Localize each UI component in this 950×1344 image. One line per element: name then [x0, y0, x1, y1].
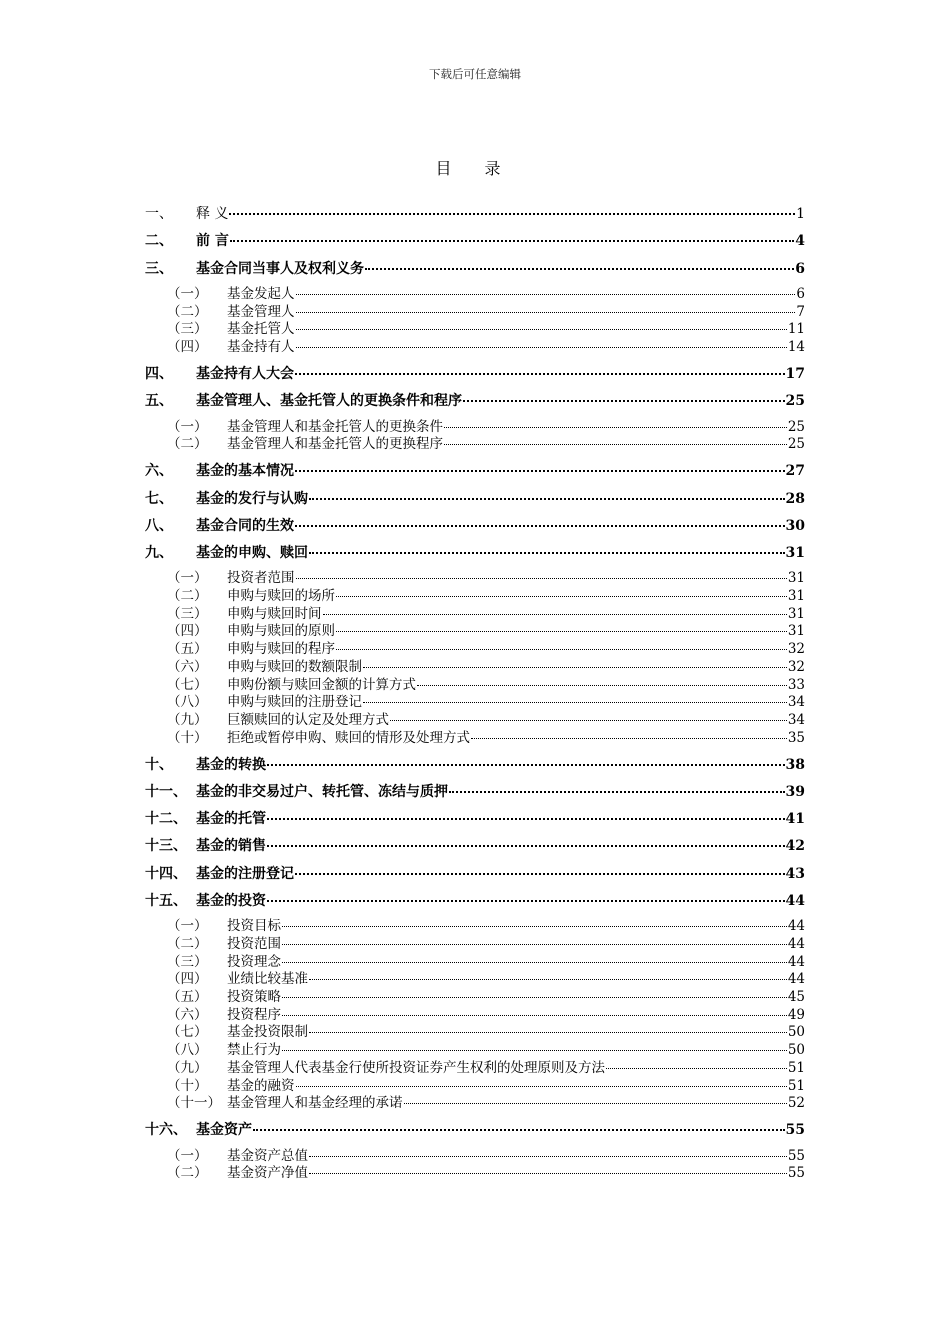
- dot-leader: [282, 997, 787, 998]
- toc-entry-page: 11: [787, 321, 805, 338]
- toc-entry-number: 二、: [145, 233, 173, 250]
- toc-entry-number: （五）: [167, 641, 208, 658]
- dot-leader: [282, 962, 787, 963]
- toc-entry-label: 基金管理人和基金托管人的更换条件: [227, 418, 443, 435]
- toc-entry-page: 44: [787, 953, 805, 970]
- toc-entry-label: 基金的发行与认购: [196, 490, 308, 507]
- toc-entry-label: 投资策略: [227, 989, 281, 1006]
- toc-entry-number: （二）: [167, 588, 208, 605]
- toc-entry-number: （五）: [167, 989, 208, 1006]
- dot-leader: [267, 845, 785, 847]
- toc-entry-page: 35: [787, 729, 805, 746]
- toc-subentry[interactable]: [145, 436, 805, 454]
- toc-entry-page: 30: [785, 517, 805, 534]
- dot-leader: [296, 1086, 787, 1087]
- toc-entry-number: 十二、: [145, 811, 187, 828]
- toc-entry-label: 基金持有人大会: [196, 365, 294, 382]
- dot-leader: [309, 1032, 787, 1033]
- toc-entry-number: （一）: [167, 918, 208, 935]
- toc-entry-label: 投资程序: [227, 1006, 281, 1023]
- dot-leader: [295, 873, 785, 875]
- toc-entry-label: 申购与赎回的程序: [227, 641, 335, 658]
- toc-entry[interactable]: [145, 782, 805, 802]
- toc-subentry[interactable]: [145, 641, 805, 659]
- dot-leader: [444, 444, 787, 445]
- toc-entry-number: 十三、: [145, 838, 187, 855]
- toc-entry-number: （七）: [167, 1024, 208, 1041]
- dot-leader: [606, 1068, 787, 1069]
- dot-leader: [229, 213, 795, 215]
- toc-entry[interactable]: [145, 809, 805, 829]
- dot-leader: [295, 525, 785, 527]
- toc-entry-number: 十六、: [145, 1122, 187, 1139]
- toc-entry-label: 禁止行为: [227, 1042, 281, 1059]
- toc-entry-page: 31: [787, 570, 805, 587]
- toc-entry-page: 25: [785, 393, 805, 410]
- toc-entry-page: 44: [787, 918, 805, 935]
- toc-entry-page: 38: [785, 756, 805, 773]
- toc-entry-page: 50: [787, 1042, 805, 1059]
- toc-entry[interactable]: [145, 259, 805, 279]
- toc-entry-number: （四）: [167, 338, 208, 355]
- toc-entry-number: （八）: [167, 694, 208, 711]
- toc-entry-label: 投资理念: [227, 953, 281, 970]
- toc-subentry[interactable]: [145, 971, 805, 989]
- toc-entry-number: （三）: [167, 321, 208, 338]
- toc-entry[interactable]: [145, 231, 805, 251]
- toc-entry-number: 十、: [145, 756, 173, 773]
- toc-entry-page: 25: [787, 436, 805, 453]
- toc-entry[interactable]: [145, 364, 805, 384]
- toc-entry-page: 27: [785, 463, 805, 480]
- toc-entry-page: 42: [785, 838, 805, 855]
- toc-subentry[interactable]: [145, 1007, 805, 1025]
- toc-entry[interactable]: [145, 204, 805, 224]
- dot-leader: [296, 329, 787, 330]
- toc-entry-number: 四、: [145, 365, 173, 382]
- toc-entry-number: （一）: [167, 570, 208, 587]
- toc-entry-page: 32: [787, 641, 805, 658]
- toc-entry-label: 拒绝或暂停申购、赎回的情形及处理方式: [227, 729, 470, 746]
- toc-entry-label: 基金管理人、基金托管人的更换条件和程序: [196, 393, 462, 410]
- toc-entry-label: 投资范围: [227, 936, 281, 953]
- toc-entry-page: 1: [796, 206, 805, 222]
- toc-subentry[interactable]: [145, 570, 805, 588]
- toc-entry-label: 申购与赎回的原则: [227, 623, 335, 640]
- toc-entry-number: 五、: [145, 393, 173, 410]
- dot-leader: [309, 498, 785, 500]
- toc-subentry[interactable]: [145, 1095, 805, 1113]
- toc-entry[interactable]: [145, 489, 805, 509]
- toc-entry-number: 十一、: [145, 783, 187, 800]
- toc-entry-page: 55: [787, 1165, 805, 1182]
- dot-leader: [230, 240, 794, 242]
- toc-entry-label: 前 言: [196, 233, 229, 250]
- toc-entry-label: 基金的非交易过户、转托管、冻结与质押: [196, 783, 448, 800]
- toc-entry-number: （一）: [167, 418, 208, 435]
- toc-entry-page: 50: [787, 1024, 805, 1041]
- toc-entry-number: （九）: [167, 1059, 208, 1076]
- toc-entry-label: 基金管理人和基金托管人的更换程序: [227, 436, 443, 453]
- toc-subentry[interactable]: [145, 1165, 805, 1183]
- toc-entry[interactable]: [145, 891, 805, 911]
- toc-entry-page: 51: [787, 1077, 805, 1094]
- toc-entry[interactable]: [145, 836, 805, 856]
- toc-entry-label: 申购与赎回的场所: [227, 588, 335, 605]
- toc-entry-label: 业绩比较基准: [227, 971, 308, 988]
- toc-entry-page: 44: [787, 971, 805, 988]
- dot-leader: [267, 764, 785, 766]
- toc-entry-number: （十一）: [167, 1095, 221, 1112]
- toc-entry-page: 55: [787, 1147, 805, 1164]
- dot-leader: [282, 926, 787, 927]
- toc-entry-page: 55: [785, 1122, 805, 1139]
- toc-entry-number: 七、: [145, 490, 173, 507]
- dot-leader: [363, 702, 787, 703]
- toc-subentry[interactable]: [145, 419, 805, 437]
- dot-leader: [295, 373, 785, 375]
- dot-leader: [336, 596, 787, 597]
- toc-entry-page: 14: [787, 338, 805, 355]
- toc-entry-number: 三、: [145, 260, 173, 277]
- dot-leader: [282, 944, 787, 945]
- toc-entry-number: 八、: [145, 517, 173, 534]
- toc-entry-label: 申购与赎回时间: [227, 605, 322, 622]
- toc-entry-page: 49: [787, 1006, 805, 1023]
- toc-entry-label: 基金的融资: [227, 1077, 295, 1094]
- toc-entry-number: （四）: [167, 971, 208, 988]
- dot-leader: [309, 979, 787, 980]
- toc-title: 目 录: [435, 159, 515, 178]
- toc-entry-page: 44: [785, 893, 805, 910]
- toc-subentry[interactable]: [145, 286, 805, 304]
- toc-entry-number: （二）: [167, 303, 208, 320]
- dot-leader: [267, 900, 785, 902]
- toc-entry-page: 31: [787, 605, 805, 622]
- toc-entry[interactable]: [145, 864, 805, 884]
- dot-leader: [463, 400, 785, 402]
- dot-leader: [309, 1156, 787, 1157]
- toc-entry-label: 基金资产: [196, 1122, 252, 1139]
- toc-entry-number: （二）: [167, 436, 208, 453]
- toc-subentry[interactable]: [145, 1078, 805, 1096]
- toc-subentry[interactable]: [145, 954, 805, 972]
- toc-entry-page: 41: [785, 811, 805, 828]
- toc-entry-number: 十五、: [145, 893, 187, 910]
- toc-subentry[interactable]: [145, 989, 805, 1007]
- toc-entry-label: 申购与赎回的数额限制: [227, 658, 362, 675]
- toc-entry-label: 申购与赎回的注册登记: [227, 694, 362, 711]
- toc-entry-page: 31: [787, 623, 805, 640]
- toc-entry-page: 33: [787, 676, 805, 693]
- toc-entry-number: （一）: [167, 285, 208, 302]
- toc-entry-page: 52: [787, 1095, 805, 1112]
- toc-subentry[interactable]: [145, 1148, 805, 1166]
- toc-entry-number: 六、: [145, 463, 173, 480]
- toc-entry-number: 九、: [145, 545, 173, 562]
- toc-entry-label: 基金合同当事人及权利义务: [196, 260, 364, 277]
- dot-leader: [417, 685, 787, 686]
- toc-entry-number: （二）: [167, 936, 208, 953]
- toc-entry-label: 基金的销售: [196, 838, 266, 855]
- toc-entry-page: 6: [796, 285, 805, 302]
- dot-leader: [282, 1050, 787, 1051]
- dot-leader: [404, 1103, 787, 1104]
- toc-entry-number: （九）: [167, 711, 208, 728]
- dot-leader: [365, 268, 794, 270]
- toc-entry-number: （四）: [167, 623, 208, 640]
- toc-entry-number: 十四、: [145, 865, 187, 882]
- toc-entry-label: 基金投资限制: [227, 1024, 308, 1041]
- toc-entry[interactable]: [145, 461, 805, 481]
- toc-subentry[interactable]: [145, 623, 805, 641]
- toc-entry-label: 投资者范围: [227, 570, 295, 587]
- toc-entry-label: 基金的投资: [196, 893, 266, 910]
- toc-subentry[interactable]: [145, 694, 805, 712]
- toc-entry-number: （一）: [167, 1147, 208, 1164]
- toc-entry-page: 31: [785, 545, 805, 562]
- toc-subentry[interactable]: [145, 339, 805, 357]
- toc-entry-label: 基金持有人: [227, 338, 295, 355]
- toc-entry-page: 34: [787, 694, 805, 711]
- toc-entry-label: 投资目标: [227, 918, 281, 935]
- toc-entry-page: 7: [796, 303, 805, 320]
- dot-leader: [296, 294, 796, 295]
- toc-entry-page: 4: [795, 233, 805, 250]
- toc-subentry[interactable]: [145, 606, 805, 624]
- toc-entry-number: （六）: [167, 1006, 208, 1023]
- toc-entry-page: 31: [787, 588, 805, 605]
- toc-entry-label: 基金的托管: [196, 811, 266, 828]
- toc-entry-page: 51: [787, 1059, 805, 1076]
- dot-leader: [363, 667, 787, 668]
- toc-entry-page: 34: [787, 711, 805, 728]
- toc-subentry[interactable]: [145, 918, 805, 936]
- toc-subentry[interactable]: [145, 677, 805, 695]
- toc-entry-page: 28: [785, 490, 805, 507]
- toc-entry-label: 基金管理人代表基金行使所投资证券产生权利的处理原则及方法: [227, 1059, 605, 1076]
- dot-leader: [309, 1173, 787, 1174]
- toc-subentry[interactable]: [145, 1042, 805, 1060]
- toc-entry-page: 45: [787, 989, 805, 1006]
- dot-leader: [296, 347, 787, 348]
- dot-leader: [296, 578, 787, 579]
- toc-subentry[interactable]: [145, 1024, 805, 1042]
- toc-entry-page: 17: [785, 365, 805, 382]
- toc-entry-label: 基金管理人和基金经理的承诺: [227, 1095, 403, 1112]
- toc-subentry[interactable]: [145, 659, 805, 677]
- dot-leader: [296, 312, 796, 313]
- dot-leader: [336, 649, 787, 650]
- toc-entry-number: 一、: [145, 206, 173, 222]
- toc-entry-page: 32: [787, 658, 805, 675]
- toc-entry-page: 43: [785, 865, 805, 882]
- dot-leader: [444, 427, 787, 428]
- toc-subentry[interactable]: [145, 588, 805, 606]
- toc-subentry[interactable]: [145, 304, 805, 322]
- toc-entry-page: 25: [787, 418, 805, 435]
- dot-leader: [295, 470, 785, 472]
- toc-entry-page: 44: [787, 936, 805, 953]
- toc-subentry[interactable]: [145, 1060, 805, 1078]
- dot-leader: [449, 791, 785, 793]
- toc-entry-number: （八）: [167, 1042, 208, 1059]
- toc-entry-page: 6: [795, 260, 805, 277]
- toc-entry-label: 释 义: [196, 206, 229, 222]
- toc-entry-number: （十）: [167, 729, 208, 746]
- toc-entry-number: （十）: [167, 1077, 208, 1094]
- toc-entry-number: （二）: [167, 1165, 208, 1182]
- dot-leader: [253, 1129, 785, 1131]
- dot-leader: [282, 1015, 787, 1016]
- dot-leader: [309, 552, 785, 554]
- toc-entry-label: 基金的基本情况: [196, 463, 294, 480]
- toc-entry[interactable]: [145, 516, 805, 536]
- dot-leader: [471, 738, 787, 739]
- toc-entry[interactable]: [145, 1120, 805, 1140]
- toc-entry-number: （三）: [167, 605, 208, 622]
- toc-entry-number: （七）: [167, 676, 208, 693]
- dot-leader: [323, 614, 787, 615]
- toc-subentry[interactable]: [145, 936, 805, 954]
- toc-entry-label: 巨额赎回的认定及处理方式: [227, 711, 389, 728]
- toc-entry-label: 基金资产总值: [227, 1147, 308, 1164]
- toc-entry-label: 基金的注册登记: [196, 865, 294, 882]
- toc-entry-label: 基金合同的生效: [196, 517, 294, 534]
- toc-subentry[interactable]: [145, 712, 805, 730]
- header-note: 下载后可任意编辑: [429, 67, 521, 81]
- toc-entry-number: （六）: [167, 658, 208, 675]
- toc-entry-label: 基金资产净值: [227, 1165, 308, 1182]
- toc-entry-label: 基金发起人: [227, 285, 295, 302]
- toc-entry-number: （三）: [167, 953, 208, 970]
- toc-entry[interactable]: [145, 543, 805, 563]
- toc-subentry[interactable]: [145, 321, 805, 339]
- dot-leader: [390, 720, 787, 721]
- toc-entry-label: 申购份额与赎回金额的计算方式: [227, 676, 416, 693]
- dot-leader: [267, 818, 785, 820]
- table-of-contents: [145, 204, 805, 1183]
- toc-entry-label: 基金托管人: [227, 321, 295, 338]
- toc-subentry[interactable]: [145, 730, 805, 748]
- toc-entry-page: 39: [785, 783, 805, 800]
- toc-entry[interactable]: [145, 755, 805, 775]
- toc-entry[interactable]: [145, 391, 805, 411]
- dot-leader: [336, 631, 787, 632]
- toc-entry-label: 基金的申购、赎回: [196, 545, 308, 562]
- toc-entry-label: 基金管理人: [227, 303, 295, 320]
- toc-entry-label: 基金的转换: [196, 756, 266, 773]
